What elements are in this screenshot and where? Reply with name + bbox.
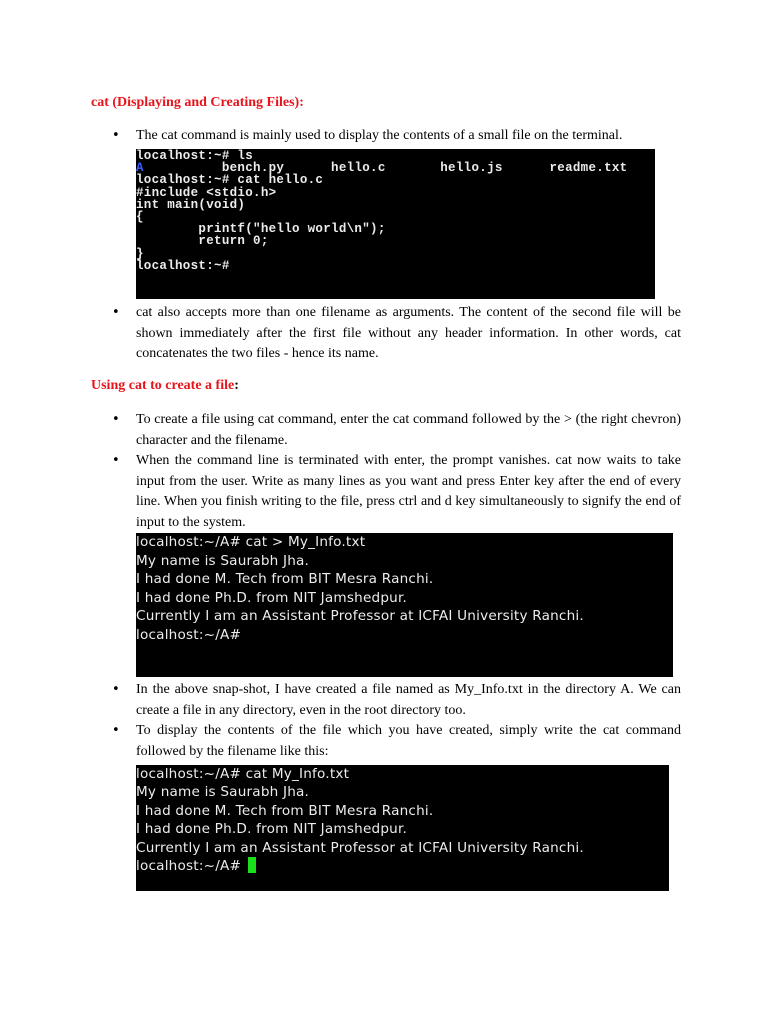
bullet-icon: • — [112, 682, 120, 697]
terminal-screenshot-display-file — [136, 765, 669, 891]
terminal-line: Currently I am an Assistant Professor at ICFAI University Ranchi. — [136, 608, 584, 625]
terminal-line: localhost:~/A# cat > My_Info.txt — [136, 534, 366, 550]
terminal-line: #include <stdio.h> — [136, 185, 277, 200]
terminal-line: localhost:~# ls — [136, 149, 254, 163]
terminal-line: localhost:~# — [136, 258, 230, 273]
bullet-icon: • — [112, 453, 120, 468]
terminal-line: return 0; — [136, 234, 269, 249]
bullet-text: The cat command is mainly used to display the contents of a small file on the terminal. — [136, 128, 623, 143]
terminal-line: { — [136, 210, 144, 225]
terminal-screenshot-ls-cat — [136, 149, 655, 299]
terminal-line: My name is Saurabh Jha. — [136, 552, 310, 569]
terminal-line: printf("hello world\n"); — [136, 222, 386, 237]
terminal-cursor — [248, 857, 256, 873]
list-item — [112, 303, 681, 365]
terminal-line: } — [136, 246, 144, 261]
terminal-prompt: localhost:~/A# — [136, 858, 246, 875]
terminal-screenshot-create-file — [136, 533, 673, 677]
section-heading-cat: cat (Displaying and Creating Files): — [91, 95, 304, 110]
bullet-text: To display the contents of the file which you have created, simply write the cat command followed by the filename like this: — [136, 723, 681, 759]
file-entries: bench.py hello.c hello.js readme.txt — [143, 161, 628, 176]
directory-entry: A — [136, 161, 144, 176]
terminal-line: I had done M. Tech from BIT Mesra Ranchi. — [136, 802, 434, 819]
terminal-line: localhost:~/A# cat My_Info.txt — [136, 766, 350, 782]
bullet-icon: • — [112, 305, 120, 320]
list-item — [112, 721, 681, 762]
terminal-prompt-line — [136, 857, 669, 875]
terminal-line: int main(void) — [136, 197, 246, 212]
terminal-line: Currently I am an Assistant Professor at ICFAI University Ranchi. — [136, 839, 584, 856]
bullet-icon: • — [112, 723, 120, 738]
bullet-text: To create a file using cat command, enter the cat command followed by the > (the right chevron) character and the filename. — [136, 412, 681, 448]
bullet-icon: • — [112, 128, 120, 143]
bullet-icon: • — [112, 412, 120, 427]
list-item — [112, 451, 681, 533]
terminal-line: My name is Saurabh Jha. — [136, 784, 310, 801]
section-heading-create-file: Using cat to create a file: — [91, 378, 239, 393]
terminal-line: localhost:~/A# — [136, 626, 242, 643]
list-item — [112, 126, 681, 147]
bullet-text: When the command line is terminated with enter, the prompt vanishes. cat now waits to take input from the user. Write as many lines as you want and press Enter key after the end of every line. When you finish writing to the file, press ctrl and d key simultaneously to signify the end of input to the system. — [136, 453, 681, 530]
bullet-text: In the above snap-shot, I have created a file named as My_Info.txt in the directory A. We can create a file in any directory, even in the root directory too. — [136, 682, 681, 718]
terminal-line: I had done Ph.D. from NIT Jamshedpur. — [136, 821, 408, 838]
terminal-line: localhost:~# cat hello.c — [136, 173, 324, 188]
list-item — [112, 410, 681, 451]
bullet-text: cat also accepts more than one filename as arguments. The content of the second file will be shown immediately after the first file without any header information. In other words, cat concatenates the two files - hence its name. — [136, 305, 681, 361]
terminal-line: I had done M. Tech from BIT Mesra Ranchi. — [136, 571, 434, 588]
terminal-line: I had done Ph.D. from NIT Jamshedpur. — [136, 589, 408, 606]
list-item — [112, 680, 681, 721]
